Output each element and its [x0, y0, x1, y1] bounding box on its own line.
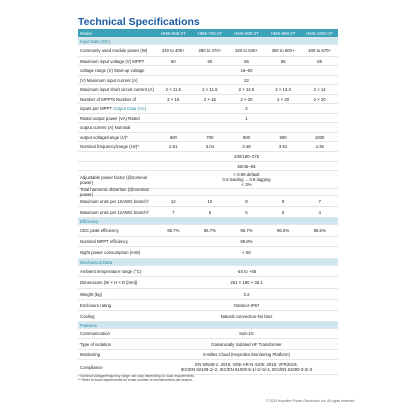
spec-row — [78, 45, 338, 57]
spec-row — [78, 339, 338, 350]
spec-value-line: EN 50549-1: 2019, VDE-AR-N 4105: 2018, VFR2019, — [195, 362, 298, 367]
spec-value-span: 16–60 — [240, 68, 253, 73]
spec-label-text: Maximum input short circuit current (A) — [80, 87, 154, 92]
section-label: Efficiency — [80, 218, 99, 224]
spec-value-line: > 0.99 default — [233, 172, 260, 177]
spec-value: 280 to 470+ — [198, 48, 222, 53]
spec-value: 320 to 540+ — [235, 48, 258, 53]
spec-value-span: 261 × 180 × 35.1 — [230, 280, 263, 285]
spec-value-span: 3.2 — [243, 291, 250, 297]
spec-row — [78, 329, 338, 339]
spec-label-text: Nominal frequency/range (Hz)* — [80, 144, 139, 149]
spec-label — [78, 135, 155, 140]
spec-label-text: inputs per MPPT — [80, 106, 112, 111]
spec-value: 1000 — [314, 134, 325, 140]
spec-value: 60 — [170, 58, 176, 64]
spec-value: 2 × 13.3 — [275, 87, 291, 92]
spec-label — [78, 78, 155, 83]
spec-value: 800 — [242, 134, 251, 140]
spec-row — [78, 66, 338, 76]
spec-label-text: voltage range (V) Start-up voltage — [80, 68, 145, 73]
spec-row — [78, 162, 338, 171]
model-name: HMS-1000-2T — [306, 30, 334, 36]
spec-row — [78, 289, 338, 300]
spec-label — [78, 106, 155, 111]
spec-value-span: S-Miles Cloud (Hoymiles Monitoring Platform) — [203, 352, 290, 357]
section-label: Input Data (DC) — [80, 38, 111, 44]
footnote: * Nominal voltage/frequency range can vary depending on local requirements. — [78, 374, 195, 378]
spec-label-text: Ambient temperature range (°C) — [80, 268, 142, 274]
section-label: Mechanical Data — [80, 259, 113, 265]
spec-label-text: Number of MPPTs Number of — [80, 96, 137, 102]
spec-value-span: 1 — [245, 115, 248, 121]
spec-value: 96.5% — [313, 228, 326, 233]
spec-value-span: Sub-1G — [239, 331, 254, 336]
spec-label-text: Cooling — [80, 313, 95, 319]
spec-value-line: < 3% — [241, 182, 252, 187]
spec-value: 2 × 11.5 — [202, 87, 218, 92]
spec-row — [78, 189, 338, 196]
spec-label — [78, 68, 155, 73]
spec-row — [78, 142, 338, 152]
spec-label — [78, 269, 155, 274]
spec-value: 3.48 — [242, 144, 251, 149]
spec-row — [78, 114, 338, 123]
spec-label — [78, 250, 155, 255]
spec-value: 12 — [170, 198, 176, 204]
spec-label-text: Rated output power (VA) Rated — [80, 115, 140, 121]
spec-value: 5 — [245, 209, 248, 215]
spec-label — [78, 314, 155, 319]
spec-row — [78, 76, 338, 85]
spec-row — [78, 225, 338, 237]
spec-value-span: Outdoor-IP67 — [233, 302, 260, 308]
spec-label-text: (V) Maximum input current (A) — [80, 77, 138, 83]
spec-label-text: output current (A) Nominal — [80, 125, 131, 130]
spec-value: 2.61 — [169, 144, 178, 149]
spec-label — [78, 331, 155, 336]
spec-label — [78, 342, 155, 347]
spec-value: 2 × 11.5 — [165, 87, 181, 92]
spec-value: 2 × 20 — [313, 96, 326, 102]
spec-label — [78, 97, 155, 102]
spec-value: 96.7% — [240, 228, 253, 233]
spec-label — [78, 199, 155, 204]
model-label: Model — [80, 30, 92, 36]
spec-value-span — [155, 362, 338, 372]
spec-value: 4.35 — [315, 144, 324, 149]
section-header — [78, 322, 338, 329]
spec-row — [78, 311, 338, 322]
footnotes — [78, 374, 195, 382]
spec-value: 5 — [281, 209, 285, 215]
spec-value: 6 — [208, 209, 212, 215]
spec-row — [78, 57, 338, 66]
spec-value: 7 — [172, 209, 175, 215]
spec-value: 2 × 16 — [203, 96, 216, 102]
spec-label — [78, 59, 155, 64]
spec-label-text: Nominal MPPT efficiency — [80, 239, 128, 244]
spec-value-span: 50/45–55 — [237, 163, 256, 169]
spec-label — [78, 187, 155, 197]
spec-value: 900 — [279, 134, 287, 140]
spec-label — [78, 48, 155, 53]
spec-value-span: Natural convection-No fans — [220, 313, 273, 319]
spec-label — [78, 144, 155, 149]
spec-label-text: Communication — [80, 331, 110, 336]
spec-value: 9 — [245, 198, 248, 204]
section-header — [78, 218, 338, 225]
copyright: © 2024 Hoymiles Power Electronics Inc. All rights reserved. — [266, 399, 356, 403]
spec-value-span: 99.8% — [240, 239, 253, 244]
spec-value: 2 × 20 — [240, 96, 253, 102]
spec-label — [78, 175, 155, 185]
spec-row — [78, 133, 338, 142]
spec-value: 2 × 12.5 — [238, 87, 255, 92]
spec-label — [78, 352, 155, 357]
spec-value: 65 — [317, 58, 323, 64]
footnote: ** Refer to local requirements for exact number of microinverters per branch. — [78, 378, 193, 382]
section-label: Features — [80, 322, 97, 328]
spec-label-text: Dimensions (W × H × D [mm]) — [80, 280, 138, 285]
spec-label — [78, 210, 155, 215]
inline-section-label: Output Data (AC) — [111, 106, 147, 111]
spec-label — [78, 116, 155, 121]
spec-row — [78, 266, 338, 277]
spec-value: 60 — [207, 58, 213, 64]
model-name: HMS-700-2T — [197, 30, 223, 36]
spec-label-text: output voltage/range (V)* — [80, 134, 128, 140]
spec-row — [78, 123, 338, 133]
spec-label — [78, 292, 155, 297]
spec-value: 10 — [207, 198, 213, 204]
spec-value: 3.91 — [278, 144, 288, 149]
spec-label-text: Adjustable power factor (@nominal power) — [80, 174, 147, 185]
spec-value: 2 × 20 — [277, 96, 290, 102]
spec-label-text: Enclosure rating — [80, 302, 112, 308]
spec-value-span: 22 — [244, 77, 249, 83]
spec-row — [78, 247, 338, 259]
model-name: HMS-800-2T — [234, 30, 259, 36]
spec-label-text: Total harmonic distortion (@nominal power) — [80, 187, 149, 197]
spec-label-text: Commonly used module power (W) — [80, 48, 148, 53]
spec-label-text: Maximum units per 10AWG branch† — [80, 198, 150, 204]
spec-label — [78, 365, 155, 370]
spec-row — [78, 350, 338, 360]
spec-value: 4 — [318, 209, 321, 215]
spec-value: 7 — [318, 198, 321, 204]
spec-value: 240 to 405+ — [161, 48, 185, 53]
spec-label-text: Type of isolation — [80, 341, 112, 347]
spec-value: 96.7% — [203, 228, 216, 233]
spec-label-text: Maximum input voltage (V) MPPT — [80, 58, 145, 64]
section-header — [78, 38, 338, 45]
spec-row — [78, 277, 338, 289]
spec-value-span: 230/180–275 — [233, 154, 260, 159]
spec-row — [78, 300, 338, 311]
model-name: HMS-900-2T — [270, 30, 296, 36]
spec-value: 360 to 600+ — [271, 48, 295, 53]
spec-value: 96.5% — [276, 228, 290, 233]
spec-value-line: IEC/EN 62109-1/-2, IEC/EN 61000-6-1/-2/-3/-4, IEC/EN 61000-3-2/-3 — [180, 367, 313, 372]
spec-label-text: Compliance — [80, 364, 103, 370]
spec-label-text: Maximum units per 12AWG branch† — [80, 209, 150, 215]
spec-value: 65 — [244, 58, 249, 64]
spec-value: 2 × 16 — [167, 96, 180, 102]
spec-row — [78, 196, 338, 207]
spec-label — [78, 239, 155, 244]
spec-value-span: < 50 — [242, 250, 251, 255]
spec-value-span: 2 — [245, 106, 248, 111]
spec-value: 65 — [280, 58, 286, 64]
page-title: Technical Specifications — [78, 16, 200, 28]
header-row — [78, 29, 338, 38]
spec-value: 600 — [169, 134, 177, 140]
spec-value: 8 — [281, 198, 285, 204]
model-name: HMS-600-2T — [160, 30, 186, 36]
spec-value-span: -40 to +65 — [236, 268, 257, 274]
spec-row — [78, 360, 338, 375]
spec-value-span: Galvanically Isolated HF Transformer — [211, 341, 282, 347]
spec-value: 400 to 670+ — [308, 48, 332, 53]
spec-label — [78, 303, 155, 308]
spec-value: 2 × 14 — [313, 87, 326, 92]
spec-value-span — [155, 172, 338, 187]
spec-row — [78, 95, 338, 104]
spec-label — [78, 125, 155, 130]
spec-value-line: 0.8 leading ... 0.8 lagging — [222, 177, 271, 182]
spec-label — [78, 280, 155, 285]
spec-row — [78, 207, 338, 218]
spec-label-text: CEC peak efficiency — [80, 228, 119, 233]
section-header — [78, 259, 338, 266]
spec-table — [78, 29, 338, 375]
spec-row — [78, 104, 338, 114]
spec-row — [78, 237, 338, 247]
spec-value: 96.7% — [167, 228, 180, 233]
spec-value: 700 — [206, 134, 214, 140]
spec-label-text: Night power consumption (mW) — [80, 250, 141, 255]
spec-row — [78, 85, 338, 95]
spec-label — [78, 228, 155, 233]
spec-row — [78, 152, 338, 162]
spec-label-text: Monitoring — [80, 352, 101, 357]
spec-label-text: Weight (kg) — [80, 291, 102, 297]
spec-value: 3.04 — [205, 144, 215, 149]
spec-label — [78, 87, 155, 92]
